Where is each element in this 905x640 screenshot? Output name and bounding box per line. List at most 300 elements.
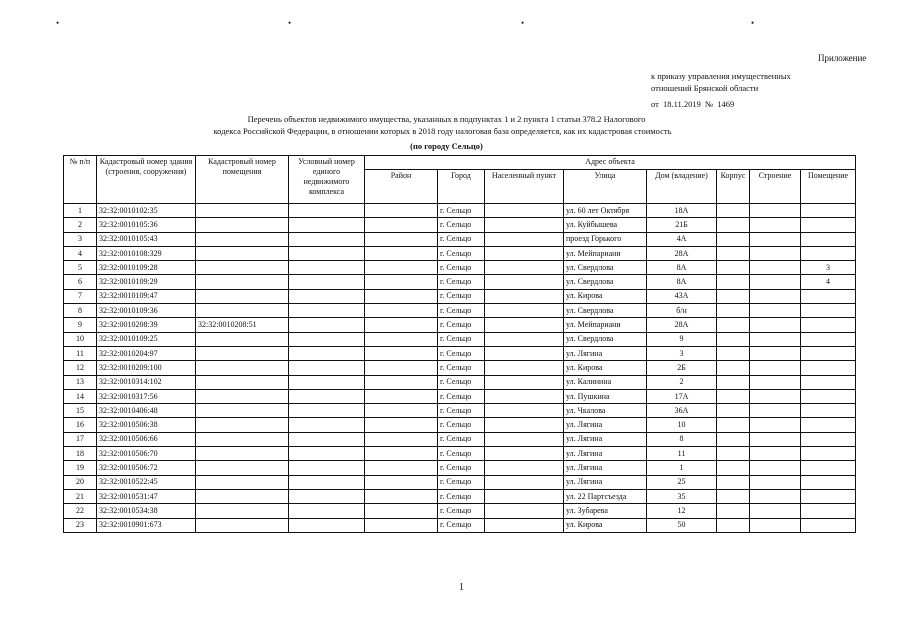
header-settlement: Населенный пункт — [485, 170, 564, 204]
cell-district — [365, 461, 438, 475]
cell-district — [365, 432, 438, 446]
cell-settlement — [485, 261, 564, 275]
cell-premises-cadastral — [196, 489, 289, 503]
cell-building-cadastral: 32:32:0010314:102 — [97, 375, 196, 389]
cell-house: 17А — [647, 389, 717, 403]
cell-room — [801, 218, 856, 232]
cell-premises-cadastral — [196, 218, 289, 232]
table-row — [64, 261, 856, 275]
header-house: Дом (владение) — [647, 170, 717, 204]
cell-num: 12 — [64, 361, 97, 375]
cell-district — [365, 389, 438, 403]
cell-house: 3 — [647, 346, 717, 360]
header-premises-cadastral: Кадастровый номер помещения — [196, 156, 289, 204]
cell-district — [365, 504, 438, 518]
cell-premises-cadastral — [196, 261, 289, 275]
cell-settlement — [485, 504, 564, 518]
cell-street: ул. Мейпариани — [564, 246, 647, 260]
cell-settlement — [485, 289, 564, 303]
scan-speck: • — [288, 18, 292, 28]
cell-room — [801, 389, 856, 403]
cell-building-cadastral: 32:32:0010506:38 — [97, 418, 196, 432]
cell-house: 18А — [647, 204, 717, 218]
cell-num: 14 — [64, 389, 97, 403]
cell-room — [801, 404, 856, 418]
cell-complex-number — [289, 475, 365, 489]
appendix-label: Приложение — [818, 53, 867, 63]
cell-building-part — [750, 461, 801, 475]
cell-city: г. Сельцо — [438, 246, 485, 260]
cell-korpus — [717, 346, 750, 360]
cell-korpus — [717, 518, 750, 532]
cell-building-part — [750, 489, 801, 503]
cell-street: ул. Свердлова — [564, 332, 647, 346]
cell-korpus — [717, 289, 750, 303]
header-building-cadastral: Кадастровый номер здания (строения, сооружения) — [97, 156, 196, 204]
cell-building-part — [750, 304, 801, 318]
cell-building-part — [750, 518, 801, 532]
cell-house: 11 — [647, 447, 717, 461]
cell-building-cadastral: 32:32:0010522:45 — [97, 475, 196, 489]
cell-city: г. Сельцо — [438, 432, 485, 446]
cell-korpus — [717, 418, 750, 432]
order-date-number: от 18.11.2019 № 1469 — [651, 99, 735, 109]
cell-complex-number — [289, 518, 365, 532]
cell-room — [801, 432, 856, 446]
cell-city: г. Сельцо — [438, 389, 485, 403]
cell-complex-number — [289, 432, 365, 446]
cell-complex-number — [289, 204, 365, 218]
cell-settlement — [485, 318, 564, 332]
cell-settlement — [485, 332, 564, 346]
cell-settlement — [485, 218, 564, 232]
cell-room — [801, 361, 856, 375]
cell-district — [365, 489, 438, 503]
cell-city: г. Сельцо — [438, 332, 485, 346]
cell-street: ул. Свердлова — [564, 261, 647, 275]
cell-building-cadastral: 32:32:0010109:28 — [97, 261, 196, 275]
cell-street: ул. Кирова — [564, 518, 647, 532]
cell-num: 19 — [64, 461, 97, 475]
cell-building-part — [750, 204, 801, 218]
cell-district — [365, 304, 438, 318]
table-row — [64, 504, 856, 518]
cell-num: 13 — [64, 375, 97, 389]
cell-complex-number — [289, 375, 365, 389]
cell-house: 10 — [647, 418, 717, 432]
cell-street: ул. Свердлова — [564, 304, 647, 318]
cell-city: г. Сельцо — [438, 475, 485, 489]
cell-street: ул. Лягина — [564, 475, 647, 489]
cell-korpus — [717, 218, 750, 232]
cell-complex-number — [289, 289, 365, 303]
cell-district — [365, 332, 438, 346]
cell-building-part — [750, 389, 801, 403]
cell-house: 8А — [647, 261, 717, 275]
cell-premises-cadastral — [196, 389, 289, 403]
header-num: № п/п — [64, 156, 97, 204]
cell-complex-number — [289, 346, 365, 360]
cell-building-cadastral: 32:32:0010102:35 — [97, 204, 196, 218]
cell-num: 15 — [64, 404, 97, 418]
cell-street: ул. Мейпариани — [564, 318, 647, 332]
cell-district — [365, 275, 438, 289]
table-row — [64, 275, 856, 289]
cell-complex-number — [289, 447, 365, 461]
cell-building-cadastral: 32:32:0010109:29 — [97, 275, 196, 289]
cell-korpus — [717, 461, 750, 475]
cell-premises-cadastral — [196, 275, 289, 289]
cell-premises-cadastral: 32:32:0010208:51 — [196, 318, 289, 332]
cell-city: г. Сельцо — [438, 375, 485, 389]
cell-building-cadastral: 32:32:0010109:47 — [97, 289, 196, 303]
header-city: Город — [438, 170, 485, 204]
cell-street: ул. 22 Партсъезда — [564, 489, 647, 503]
cell-premises-cadastral — [196, 332, 289, 346]
cell-house: 21Б — [647, 218, 717, 232]
table-row — [64, 461, 856, 475]
cell-street: ул. Лягина — [564, 447, 647, 461]
table-row — [64, 246, 856, 260]
cell-num: 16 — [64, 418, 97, 432]
cell-korpus — [717, 204, 750, 218]
cell-num: 5 — [64, 261, 97, 275]
header-complex-number: Условный номер единого недвижимого комплекса — [289, 156, 365, 204]
cell-district — [365, 447, 438, 461]
cell-building-cadastral: 32:32:0010406:48 — [97, 404, 196, 418]
cell-room — [801, 475, 856, 489]
cell-room — [801, 289, 856, 303]
cell-korpus — [717, 275, 750, 289]
cell-house: 8 — [647, 432, 717, 446]
cell-num: 2 — [64, 218, 97, 232]
cell-premises-cadastral — [196, 447, 289, 461]
cell-settlement — [485, 389, 564, 403]
cell-complex-number — [289, 489, 365, 503]
cell-building-cadastral: 32:32:0010534:38 — [97, 504, 196, 518]
page-number: 1 — [459, 582, 464, 593]
cell-complex-number — [289, 218, 365, 232]
cell-district — [365, 261, 438, 275]
table-row — [64, 346, 856, 360]
cell-korpus — [717, 389, 750, 403]
cell-settlement — [485, 204, 564, 218]
cell-district — [365, 246, 438, 260]
cell-settlement — [485, 432, 564, 446]
order-reference-line: отношений Брянской области — [651, 83, 759, 93]
scan-speck: • — [56, 18, 60, 28]
cell-premises-cadastral — [196, 232, 289, 246]
order-reference-line: к приказу управления имущественных — [651, 71, 791, 81]
cell-city: г. Сельцо — [438, 361, 485, 375]
cell-street: ул. Лягина — [564, 432, 647, 446]
cell-district — [365, 318, 438, 332]
cell-house: 2Б — [647, 361, 717, 375]
cell-room: 4 — [801, 275, 856, 289]
cell-house: 2 — [647, 375, 717, 389]
cell-num: 11 — [64, 346, 97, 360]
scan-speck: • — [521, 18, 525, 28]
cell-building-cadastral: 32:32:0010506:72 — [97, 461, 196, 475]
cell-building-cadastral: 32:32:0010208:39 — [97, 318, 196, 332]
table-row — [64, 232, 856, 246]
cell-settlement — [485, 447, 564, 461]
cell-premises-cadastral — [196, 361, 289, 375]
table-row — [64, 204, 856, 218]
cell-city: г. Сельцо — [438, 404, 485, 418]
cell-settlement — [485, 461, 564, 475]
cell-premises-cadastral — [196, 504, 289, 518]
header-address: Адрес объекта — [365, 156, 856, 170]
cell-premises-cadastral — [196, 461, 289, 475]
cell-complex-number — [289, 261, 365, 275]
cell-korpus — [717, 246, 750, 260]
cell-room — [801, 418, 856, 432]
cell-complex-number — [289, 318, 365, 332]
cell-house: 12 — [647, 504, 717, 518]
cell-building-part — [750, 361, 801, 375]
cell-building-cadastral: 32:32:0010506:66 — [97, 432, 196, 446]
table-row — [64, 361, 856, 375]
cell-building-part — [750, 246, 801, 260]
cell-settlement — [485, 489, 564, 503]
cell-complex-number — [289, 304, 365, 318]
table-row — [64, 389, 856, 403]
cell-room — [801, 204, 856, 218]
cell-korpus — [717, 447, 750, 461]
cell-num: 6 — [64, 275, 97, 289]
cell-num: 3 — [64, 232, 97, 246]
header-room: Помещение — [801, 170, 856, 204]
header-building-part: Строение — [750, 170, 801, 204]
cell-city: г. Сельцо — [438, 275, 485, 289]
cell-street: ул. Чкалова — [564, 404, 647, 418]
table-row — [64, 304, 856, 318]
cell-district — [365, 475, 438, 489]
cell-complex-number — [289, 418, 365, 432]
cell-building-cadastral: 32:32:0010901:673 — [97, 518, 196, 532]
cell-city: г. Сельцо — [438, 489, 485, 503]
cell-district — [365, 289, 438, 303]
cell-premises-cadastral — [196, 346, 289, 360]
cell-korpus — [717, 475, 750, 489]
cell-settlement — [485, 232, 564, 246]
cell-room — [801, 504, 856, 518]
cell-building-part — [750, 275, 801, 289]
cell-street: ул. Пушкина — [564, 389, 647, 403]
cell-city: г. Сельцо — [438, 318, 485, 332]
cell-city: г. Сельцо — [438, 346, 485, 360]
cell-city: г. Сельцо — [438, 518, 485, 532]
cell-city: г. Сельцо — [438, 461, 485, 475]
cell-city: г. Сельцо — [438, 261, 485, 275]
cell-premises-cadastral — [196, 375, 289, 389]
cell-premises-cadastral — [196, 204, 289, 218]
cell-korpus — [717, 232, 750, 246]
cell-house: 9 — [647, 332, 717, 346]
cell-num: 7 — [64, 289, 97, 303]
cell-settlement — [485, 518, 564, 532]
cell-street: ул. Лягина — [564, 418, 647, 432]
cell-house: 35 — [647, 489, 717, 503]
cell-building-part — [750, 404, 801, 418]
cell-korpus — [717, 404, 750, 418]
cell-building-cadastral: 32:32:0010209:100 — [97, 361, 196, 375]
cell-building-part — [750, 504, 801, 518]
cell-settlement — [485, 361, 564, 375]
cell-korpus — [717, 304, 750, 318]
cell-district — [365, 418, 438, 432]
cell-city: г. Сельцо — [438, 204, 485, 218]
cell-district — [365, 346, 438, 360]
cell-house: 8А — [647, 275, 717, 289]
cell-korpus — [717, 332, 750, 346]
cell-settlement — [485, 346, 564, 360]
cell-house: 25 — [647, 475, 717, 489]
cell-complex-number — [289, 232, 365, 246]
cell-house: 50 — [647, 518, 717, 532]
cell-complex-number — [289, 461, 365, 475]
table-row — [64, 518, 856, 532]
cell-house: 36А — [647, 404, 717, 418]
cell-complex-number — [289, 504, 365, 518]
table-row — [64, 332, 856, 346]
table-row — [64, 289, 856, 303]
table-row — [64, 475, 856, 489]
cell-building-part — [750, 289, 801, 303]
cell-num: 17 — [64, 432, 97, 446]
cell-complex-number — [289, 332, 365, 346]
cell-building-cadastral: 32:32:0010105:36 — [97, 218, 196, 232]
cell-korpus — [717, 489, 750, 503]
cell-room: 3 — [801, 261, 856, 275]
cell-city: г. Сельцо — [438, 232, 485, 246]
cell-settlement — [485, 404, 564, 418]
cell-district — [365, 404, 438, 418]
cell-building-cadastral: 32:32:0010109:36 — [97, 304, 196, 318]
cell-room — [801, 461, 856, 475]
cell-num: 1 — [64, 204, 97, 218]
cell-building-part — [750, 318, 801, 332]
table-row — [64, 489, 856, 503]
cell-num: 8 — [64, 304, 97, 318]
document-title: кодекса Российской Федерации, в отношении которых в 2018 году налоговая база определяется, как их кадастровая стоимость — [213, 126, 672, 136]
cell-house: 43А — [647, 289, 717, 303]
cell-complex-number — [289, 246, 365, 260]
cell-premises-cadastral — [196, 289, 289, 303]
cell-room — [801, 232, 856, 246]
cell-korpus — [717, 375, 750, 389]
cell-premises-cadastral — [196, 246, 289, 260]
cell-district — [365, 232, 438, 246]
cell-building-cadastral: 32:32:0010531:47 — [97, 489, 196, 503]
cell-street: ул. Зубарева — [564, 504, 647, 518]
cell-num: 20 — [64, 475, 97, 489]
cell-premises-cadastral — [196, 304, 289, 318]
cell-building-part — [750, 375, 801, 389]
cell-building-part — [750, 432, 801, 446]
cell-num: 4 — [64, 246, 97, 260]
cell-city: г. Сельцо — [438, 418, 485, 432]
cell-num: 18 — [64, 447, 97, 461]
cell-building-part — [750, 332, 801, 346]
cell-building-part — [750, 418, 801, 432]
cell-street: ул. Куйбышева — [564, 218, 647, 232]
cell-street: ул. Кирова — [564, 361, 647, 375]
header-korpus: Корпус — [717, 170, 750, 204]
cell-building-cadastral: 32:32:0010105:43 — [97, 232, 196, 246]
cell-building-cadastral: 32:32:0010506:70 — [97, 447, 196, 461]
cell-settlement — [485, 246, 564, 260]
cell-district — [365, 518, 438, 532]
cell-house: 28А — [647, 246, 717, 260]
cell-num: 22 — [64, 504, 97, 518]
cell-building-cadastral: 32:32:0010204:97 — [97, 346, 196, 360]
cell-room — [801, 489, 856, 503]
cell-room — [801, 518, 856, 532]
cell-premises-cadastral — [196, 432, 289, 446]
scan-speck: • — [751, 18, 755, 28]
property-table — [63, 155, 856, 533]
cell-complex-number — [289, 389, 365, 403]
cell-settlement — [485, 304, 564, 318]
cell-building-cadastral: 32:32:0010317:56 — [97, 389, 196, 403]
table-row — [64, 447, 856, 461]
cell-building-part — [750, 261, 801, 275]
cell-house: 1 — [647, 461, 717, 475]
cell-room — [801, 304, 856, 318]
cell-room — [801, 346, 856, 360]
cell-street: ул. Свердлова — [564, 275, 647, 289]
cell-city: г. Сельцо — [438, 504, 485, 518]
cell-korpus — [717, 504, 750, 518]
table-row — [64, 432, 856, 446]
cell-room — [801, 447, 856, 461]
cell-city: г. Сельцо — [438, 447, 485, 461]
cell-num: 21 — [64, 489, 97, 503]
cell-district — [365, 361, 438, 375]
cell-street: ул. 60 лет Октября — [564, 204, 647, 218]
cell-korpus — [717, 361, 750, 375]
cell-house: 28А — [647, 318, 717, 332]
cell-room — [801, 332, 856, 346]
cell-district — [365, 204, 438, 218]
cell-building-cadastral: 32:32:0010108:329 — [97, 246, 196, 260]
cell-building-cadastral: 32:32:0010109:25 — [97, 332, 196, 346]
cell-complex-number — [289, 404, 365, 418]
cell-house: 4А — [647, 232, 717, 246]
cell-num: 10 — [64, 332, 97, 346]
document-title: Перечень объектов недвижимого имущества, указанных в подпунктах 1 и 2 пункта 1 статьи 378.2 Налогового — [247, 114, 646, 124]
cell-settlement — [485, 418, 564, 432]
cell-complex-number — [289, 275, 365, 289]
cell-premises-cadastral — [196, 475, 289, 489]
table-row — [64, 404, 856, 418]
cell-city: г. Сельцо — [438, 289, 485, 303]
cell-street: ул. Кирова — [564, 289, 647, 303]
cell-street: ул. Лягина — [564, 461, 647, 475]
table-row — [64, 375, 856, 389]
cell-korpus — [717, 318, 750, 332]
cell-street: проезд Горького — [564, 232, 647, 246]
table-row — [64, 418, 856, 432]
cell-settlement — [485, 375, 564, 389]
cell-premises-cadastral — [196, 418, 289, 432]
table-row — [64, 318, 856, 332]
cell-room — [801, 246, 856, 260]
cell-settlement — [485, 475, 564, 489]
cell-room — [801, 318, 856, 332]
